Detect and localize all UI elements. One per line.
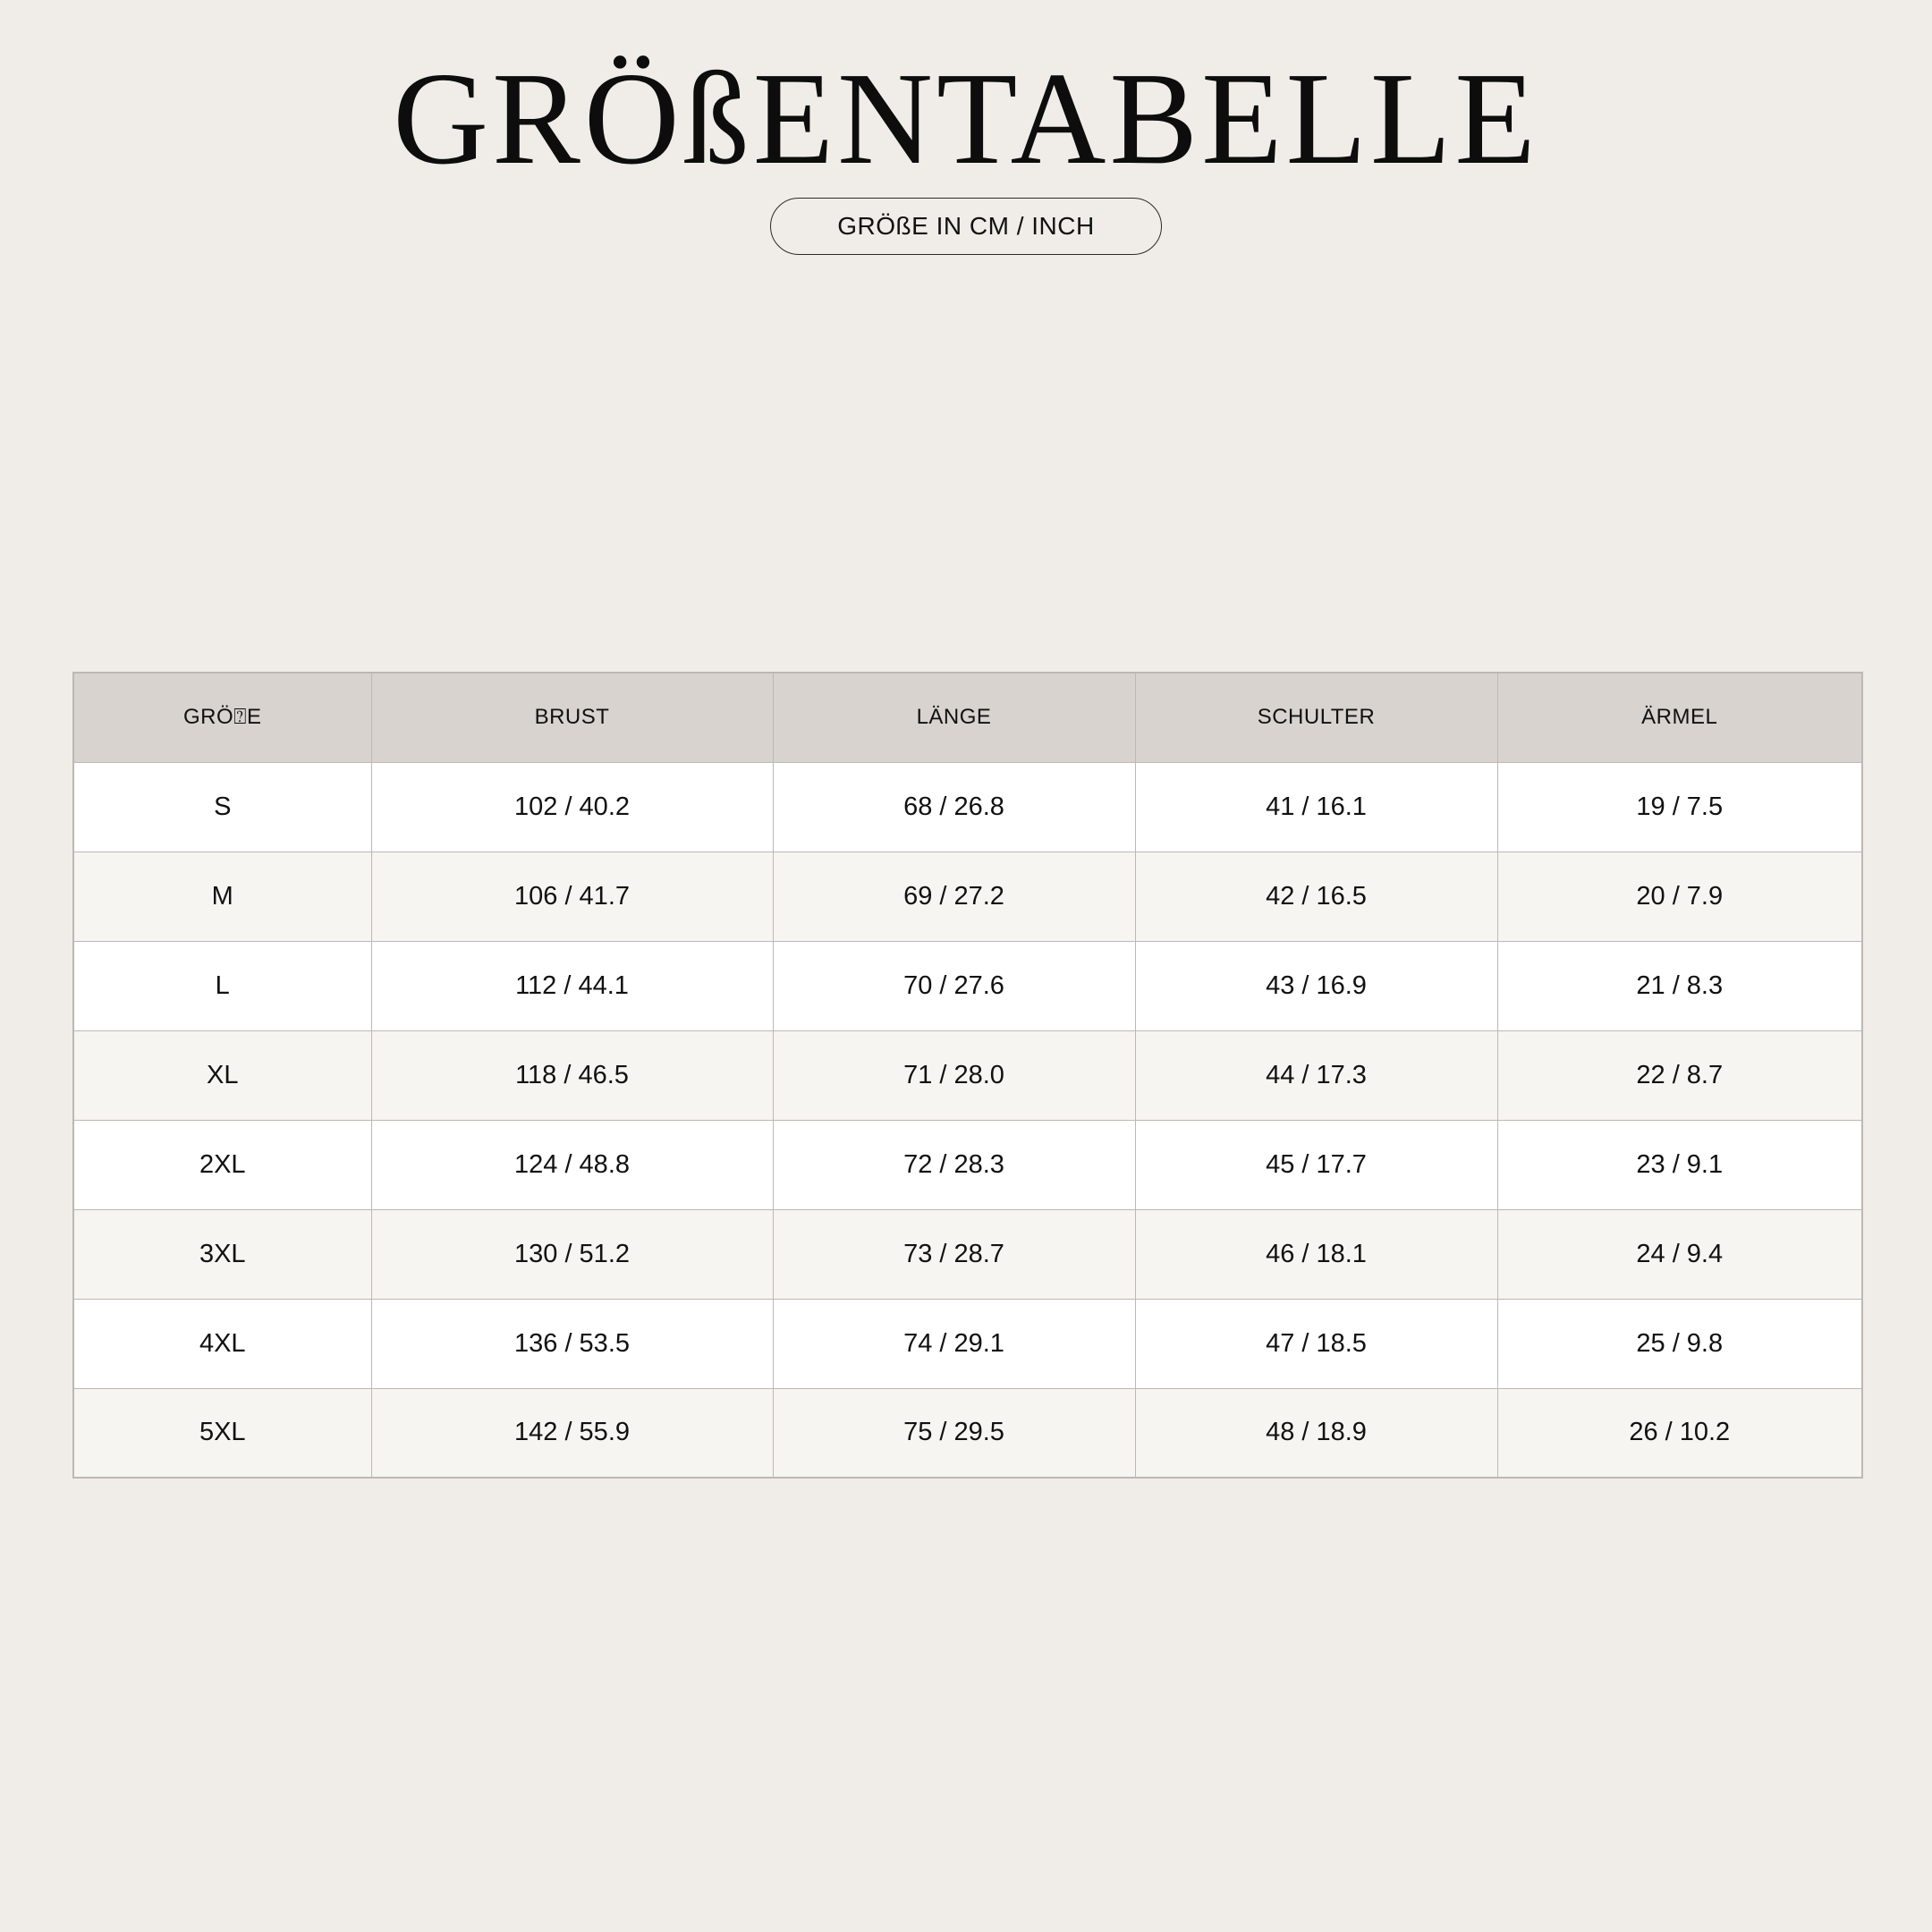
chest-cell: 142 / 55.9 bbox=[371, 1388, 773, 1478]
size-cell: 3XL bbox=[73, 1209, 371, 1299]
shoulder-cell: 46 / 18.1 bbox=[1135, 1209, 1497, 1299]
size-cell: XL bbox=[73, 1030, 371, 1120]
column-header-shoulder: SCHULTER bbox=[1135, 673, 1497, 762]
column-header-length: LÄNGE bbox=[773, 673, 1135, 762]
chest-cell: 118 / 46.5 bbox=[371, 1030, 773, 1120]
table-header-row bbox=[73, 673, 1862, 762]
length-cell: 71 / 28.0 bbox=[773, 1030, 1135, 1120]
shoulder-cell: 48 / 18.9 bbox=[1135, 1388, 1497, 1478]
chest-cell: 102 / 40.2 bbox=[371, 762, 773, 852]
table-row bbox=[73, 1388, 1862, 1478]
chest-cell: 112 / 44.1 bbox=[371, 941, 773, 1030]
unit-badge: GRÖßE IN CM / INCH bbox=[770, 198, 1162, 255]
table-row bbox=[73, 852, 1862, 941]
shoulder-cell: 45 / 17.7 bbox=[1135, 1120, 1497, 1209]
sleeve-cell: 23 / 9.1 bbox=[1497, 1120, 1862, 1209]
chest-cell: 106 / 41.7 bbox=[371, 852, 773, 941]
sleeve-cell: 19 / 7.5 bbox=[1497, 762, 1862, 852]
sleeve-cell: 21 / 8.3 bbox=[1497, 941, 1862, 1030]
length-cell: 69 / 27.2 bbox=[773, 852, 1135, 941]
sleeve-cell: 26 / 10.2 bbox=[1497, 1388, 1862, 1478]
column-header-sleeve: ÄRMEL bbox=[1497, 673, 1862, 762]
size-cell: L bbox=[73, 941, 371, 1030]
table-row bbox=[73, 762, 1862, 852]
size-cell: 4XL bbox=[73, 1299, 371, 1388]
size-cell: M bbox=[73, 852, 371, 941]
page-title: GRÖßENTABELLE bbox=[393, 46, 1539, 192]
length-cell: 73 / 28.7 bbox=[773, 1209, 1135, 1299]
size-cell: S bbox=[73, 762, 371, 852]
size-cell: 2XL bbox=[73, 1120, 371, 1209]
chest-cell: 130 / 51.2 bbox=[371, 1209, 773, 1299]
chest-cell: 136 / 53.5 bbox=[371, 1299, 773, 1388]
table-row bbox=[73, 1120, 1862, 1209]
sleeve-cell: 25 / 9.8 bbox=[1497, 1299, 1862, 1388]
sleeve-cell: 24 / 9.4 bbox=[1497, 1209, 1862, 1299]
length-cell: 72 / 28.3 bbox=[773, 1120, 1135, 1209]
table-row bbox=[73, 941, 1862, 1030]
shoulder-cell: 44 / 17.3 bbox=[1135, 1030, 1497, 1120]
length-cell: 74 / 29.1 bbox=[773, 1299, 1135, 1388]
size-table bbox=[72, 672, 1863, 1479]
sleeve-cell: 22 / 8.7 bbox=[1497, 1030, 1862, 1120]
table-row bbox=[73, 1209, 1862, 1299]
chest-cell: 124 / 48.8 bbox=[371, 1120, 773, 1209]
length-cell: 75 / 29.5 bbox=[773, 1388, 1135, 1478]
column-header-chest: BRUST bbox=[371, 673, 773, 762]
sleeve-cell: 20 / 7.9 bbox=[1497, 852, 1862, 941]
shoulder-cell: 43 / 16.9 bbox=[1135, 941, 1497, 1030]
table-row bbox=[73, 1299, 1862, 1388]
length-cell: 70 / 27.6 bbox=[773, 941, 1135, 1030]
size-cell: 5XL bbox=[73, 1388, 371, 1478]
column-header-size: GRÖ⍰E bbox=[73, 673, 371, 762]
table-row bbox=[73, 1030, 1862, 1120]
shoulder-cell: 42 / 16.5 bbox=[1135, 852, 1497, 941]
shoulder-cell: 41 / 16.1 bbox=[1135, 762, 1497, 852]
length-cell: 68 / 26.8 bbox=[773, 762, 1135, 852]
shoulder-cell: 47 / 18.5 bbox=[1135, 1299, 1497, 1388]
